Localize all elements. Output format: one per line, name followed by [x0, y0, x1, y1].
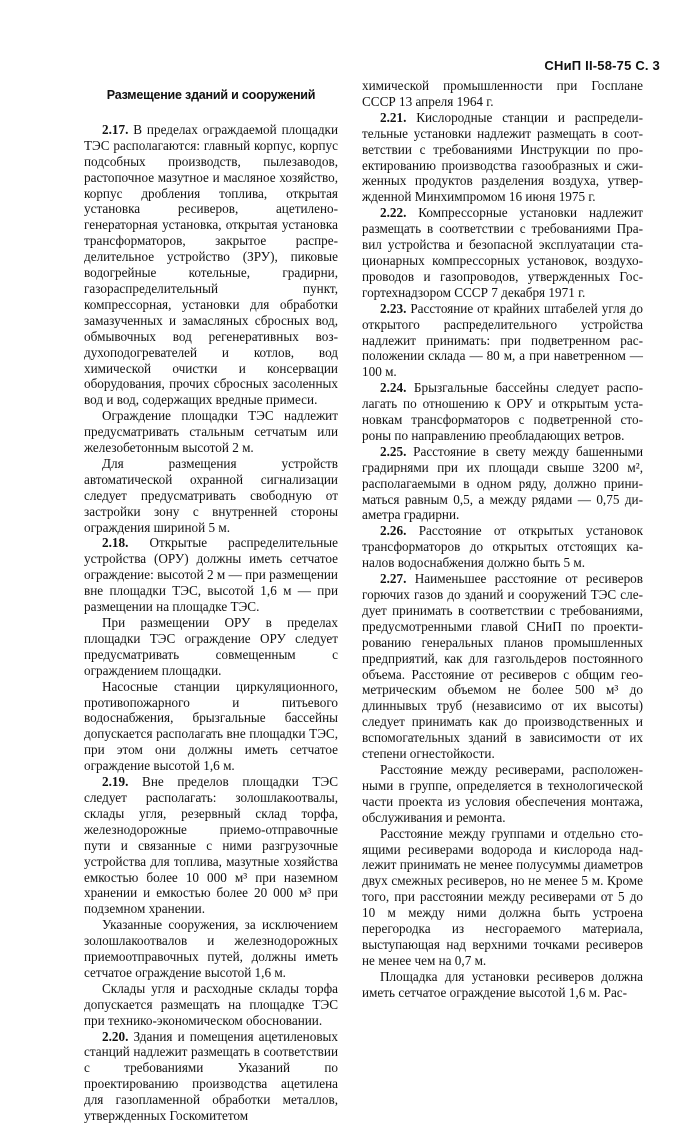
- paragraph: [84, 408, 338, 456]
- paragraph-text: Расстояние в свету между башенными градирнями при их площади свыше 3200 м², располагаемыми в одном ряду, должно приниматься равным 0,5, а между рядами — 0,75 диаметра градирни.: [362, 443, 643, 523]
- paragraph: [84, 981, 338, 1029]
- paragraph: [362, 571, 643, 762]
- paragraph: [84, 679, 338, 774]
- clause-number: 2.25.: [380, 443, 407, 459]
- paragraph-text: Расстояние между группами и отдельно стоящими ресиверами водорода и кислорода надлежит принимать не менее полусуммы диаметров двух смежных ресиверов, но не менее 5 м. Кроме того, при расстоянии между ресиверами от 5 до 10 м между ними должна быть устроена перегородка из несгораемого материала, выступающая над верхними точками ресиверов не менее чем на 0,7 м.: [362, 825, 643, 968]
- clause-number: 2.23.: [380, 300, 407, 316]
- left-column: [84, 78, 338, 1124]
- paragraph-text: Площадка для установки ресиверов должна иметь сетчатое ограждение высотой 1,6 м. Рас-: [362, 968, 643, 1000]
- clause-number: 2.18.: [102, 535, 129, 551]
- clause-number: 2.26.: [380, 523, 407, 539]
- clause-number: 2.27.: [380, 571, 407, 587]
- paragraph: [362, 444, 643, 524]
- paragraph-text: Для размещения устройств автоматической охранной сигнализации следует предусматривать свободную от застройки зону с внутренней стороны ограждения шириной 5 м.: [84, 455, 338, 535]
- paragraph-text: Вне пределов площадки ТЭС следует располагать: золошлакоотвалы, склады угля, резервный склад торфа, железнодорожные приемо-отправочные пути и связанные с ними разгрузочные устройства для топлива, мазутные хозяйства емкостью более 10 000 м³ при наземном хранении и емкостью более 20 000 м³ при подземном хранении.: [84, 774, 338, 917]
- paragraph-text: Насосные станции циркуляционного, противопожарного и питьевого водоснабжения, брызгальные бассейны допускается располагать вне площадки ТЭС, при этом они должны иметь сетчатое ограждение высотой 1,6 м.: [84, 678, 338, 774]
- clause-number: 2.20.: [102, 1028, 129, 1044]
- paragraph: [362, 523, 643, 571]
- paragraph: [84, 917, 338, 981]
- right-paragraphs: [362, 78, 643, 1001]
- paragraph: [362, 826, 643, 969]
- paragraph: [362, 762, 643, 826]
- paragraph: [362, 969, 643, 1001]
- paragraph-text: Ограждение площадки ТЭС надлежит предусматривать стальным сетчатым или железобетонным высотой 2 м.: [84, 408, 338, 456]
- paragraph: [84, 122, 338, 408]
- paragraph: [362, 110, 643, 205]
- clause-number: 2.22.: [380, 205, 407, 221]
- clause-number: 2.17.: [102, 121, 129, 137]
- paragraph: [362, 205, 643, 300]
- paragraph-text: Брызгальные бассейны следует располагать по отношению к ОРУ и открытым установкам трансформаторов с подветренной стороны по направлению преобладающих ветров.: [362, 380, 643, 443]
- paragraph: [84, 535, 338, 615]
- paragraph-text: Склады угля и расходные склады торфа допускается размещать на площадке ТЭС при технико-экономическом обосновании.: [84, 980, 338, 1028]
- paragraph: [84, 774, 338, 917]
- paragraph: [84, 615, 338, 679]
- paragraph-text: Здания и помещения ацетиленовых станций надлежит размещать в соответствии с требованиями Указаний по проектированию производства ацетилена для газопламенной обработки металлов, утвержденных Госкомитетом: [84, 1028, 338, 1124]
- paragraph-text: Указанные сооружения, за исключением золошлакоотвалов и железнодорожных приемоотправочных путей, должны иметь сетчатое ограждение высотой 1,6 м.: [84, 917, 338, 980]
- paragraph-text: Открытые распределительные устройства (ОРУ) должны иметь сетчатое ограждение: высотой 2 м — при размещении вне площадки ТЭС, высотой 1,6 м — при размещении на площадке ТЭС.: [84, 535, 338, 615]
- paragraph-text: Расстояние от крайних штабелей угля до открытого распределительного устройства надлежит принимать: при подветренном расположении склада — 80 м, а при наветренном — 100 м.: [362, 300, 643, 380]
- clause-number: 2.21.: [380, 109, 407, 125]
- paragraph-text: В пределах ограждаемой площадки ТЭС располагаются: главный корпус, корпус подсобных производств, пылезаводов, растопочное мазутное и масляное хозяйство, корпус дробления топлива, открытая установка ресиверов, ацетилено-генераторная установка, открытая установка трансформаторов, закрытое распределительное устройство (ЗРУ), пиковые водогрейные котельные, градирни, газораспределительный пункт, компрессорная, установки для обработки замазученных и замасляных сбросных вод, обмывочных вод регенеративных воздухоподогревателей и котлов, вод химической очистки и консервации оборудования, прочих сбросных засоленных вод и вод, содержащих вредные примеси.: [84, 121, 338, 408]
- paragraph: [362, 380, 643, 444]
- paragraph-text: Расстояние от открытых установок трансформаторов до открытых отстоящих каналов водоснабжения должно быть 5 м.: [362, 523, 643, 571]
- paragraph-text: химической промышленности при Госплане СССР 13 апреля 1964 г.: [362, 78, 643, 109]
- paragraph-text: Кислородные станции и распределительные установки надлежит размещать в соответствии с требованиями Инструкции по проектированию производства газообразных и сжиженных продуктов разделения воздуха, утвержденной Минхимпромом 16 июня 1975 г.: [362, 109, 643, 205]
- paragraph: [84, 456, 338, 536]
- document-reference: СНиП II-58-75 С. 3: [544, 58, 660, 73]
- paragraph-text: Расстояние между ресиверами, расположенными в группе, определяется в технологической части проекта из условия обеспечения монтажа, обслуживания и ремонта.: [362, 761, 643, 825]
- paragraph: [362, 301, 643, 381]
- paragraph-text: При размещении ОРУ в пределах площадки ТЭС ограждение ОРУ следует предусматривать совмещенным с ограждением площадки.: [84, 615, 338, 678]
- section-heading: Размещение зданий и сооружений: [106, 88, 316, 102]
- paragraph: [84, 1029, 338, 1124]
- clause-number: 2.19.: [102, 774, 129, 790]
- paragraph-text: Наименьшее расстояние от ресиверов горючих газов до зданий и сооружений ТЭС следует принимать в соответствии с требованиями, предусмотренными главой СНиП по проектированию генеральных планов промышленных предприятий, как для газгольдеров постоянного объема. Расстояние от ресиверов с общим геометрическим объемом не более 500 м³ до длиннывых труб (независимо от их высоты) следует принимать как до производственных и вспомогательных зданий в зависимости от их степени огнестойкости.: [362, 571, 643, 762]
- clause-number: 2.24.: [380, 380, 407, 396]
- paragraph-text: Компрессорные установки надлежит размещать в соответствии с требованиями Правил устройства и безопасной эксплуатации стационарных компрессорных установок, воздухопроводов и газопроводов, утвержденных Госгортехнадзором СССР 7 декабря 1971 г.: [362, 205, 643, 300]
- right-column: [362, 78, 643, 1001]
- paragraph: [362, 78, 643, 110]
- left-paragraphs: [84, 122, 338, 1124]
